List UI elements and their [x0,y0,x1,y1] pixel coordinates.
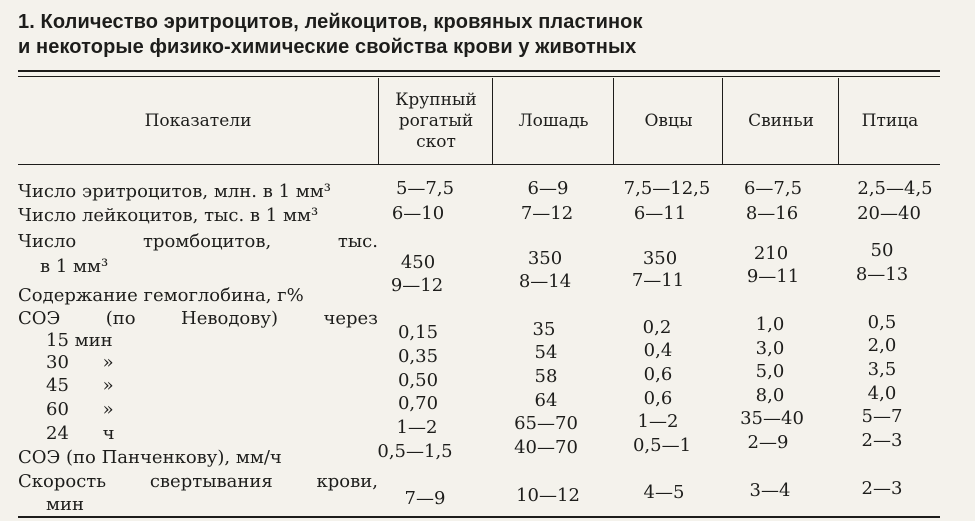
header-bird [840,78,940,164]
cell-thrombocytes-bird: 50 [870,240,894,261]
cell-esr-45-bird: 3,5 [867,359,897,380]
header-separator-3 [613,78,614,164]
cell-esr-24-cattle: 1—2 [396,417,438,438]
row-label-esr-nevodov [18,308,378,330]
cell-esr-60-cattle: 0,70 [397,393,439,414]
row-label-coagulation-word-1: Скорость [18,471,107,492]
cell-coagulation-sheep: 4—5 [643,482,685,503]
cell-esr-24-sheep: 1—2 [637,411,679,432]
cell-esr-60-pig: 8,0 [755,385,785,406]
row-label-esr-30-number: 30 [46,352,69,373]
cell-esr-15-cattle: 0,15 [397,322,439,343]
header-sheep-label: Овцы [644,110,693,131]
row-label-esr-45-number: 45 [46,375,69,396]
cell-esr-60-horse: 64 [534,390,558,411]
cell-esr-panchenkov-cattle: 0,5—1,5 [377,441,453,462]
cell-leukocytes-horse: 7—12 [520,203,574,224]
header-separator-2 [492,78,493,164]
row-label-esr-nevodov-word-4: через [323,308,378,329]
row-label-thrombocytes-word-2: тромбоцитов, [142,231,272,252]
cell-esr-panchenkov-pig: 2—9 [747,432,789,453]
row-label-esr-nevodov-word-2: (по [105,308,136,329]
cell-esr-30-horse: 54 [534,342,558,363]
header-horse-label: Лошадь [518,110,589,131]
cell-erythrocytes-pig: 6—7,5 [743,178,803,199]
row-label-esr-nevodov-word-3: Неводову) [181,308,279,329]
header-bird-label: Птица [861,110,919,131]
cell-thrombocytes-pig: 210 [753,243,789,264]
cell-esr-30-bird: 2,0 [867,335,897,356]
cell-esr-24-pig: 35—40 [740,408,804,429]
row-label-leukocytes: Число лейкоцитов, тыс. в 1 мм³ [18,205,319,226]
row-label-esr-45-ditto: » [102,375,114,396]
header-indicator-label: Показатели [144,110,252,131]
row-label-hemoglobin: Содержание гемоглобина, г% [18,285,304,306]
cell-coagulation-pig: 3—4 [749,480,791,501]
cell-hemoglobin-pig: 9—11 [746,266,800,287]
cell-esr-30-pig: 3,0 [755,338,785,359]
row-label-coagulation [18,471,378,493]
header-separator-4 [722,78,723,164]
cell-hemoglobin-bird: 8—13 [855,264,909,285]
row-label-thrombocytes-line-2: в 1 мм³ [40,256,109,277]
cell-esr-60-bird: 4,0 [867,383,897,404]
cell-esr-45-sheep: 0,6 [643,364,673,385]
row-label-esr-60-number: 60 [46,399,69,420]
row-label-thrombocytes [18,231,378,253]
row-label-thrombocytes-word-1: Число [18,231,77,252]
cell-esr-15-sheep: 0,2 [642,317,672,338]
row-label-coagulation-word-2: свертывания [149,471,273,492]
row-label-coagulation-line-2: мин [46,494,84,515]
header-cattle-line-3: скот [416,131,456,152]
header-cattle-line-2: рогатый [398,110,474,131]
row-label-esr-panchenkov: СОЭ (по Панченкову), мм/ч [18,447,282,468]
row-label-esr-60-ditto: » [102,399,114,420]
header-bottom-rule [18,164,940,165]
cell-esr-15-bird: 0,5 [867,312,897,333]
cell-erythrocytes-bird: 2,5—4,5 [857,178,933,199]
row-label-esr-15: 15 мин [46,330,113,351]
cell-erythrocytes-horse: 6—9 [527,178,569,199]
header-cattle-line-1: Крупный [395,89,477,110]
cell-thrombocytes-horse: 350 [527,248,563,269]
cell-esr-45-horse: 58 [534,366,558,387]
cell-esr-panchenkov-horse: 40—70 [514,437,578,458]
cell-esr-45-pig: 5,0 [755,361,785,382]
cell-esr-60-sheep: 0,6 [643,388,673,409]
cell-leukocytes-bird: 20—40 [857,203,921,224]
cell-esr-24-bird: 5—7 [861,406,903,427]
cell-erythrocytes-cattle: 5—7,5 [395,178,455,199]
header-horse [494,78,613,164]
header-sheep [615,78,722,164]
cell-hemoglobin-cattle: 9—12 [390,275,444,296]
header-pig-label: Свиньи [748,110,814,131]
row-label-esr-30-ditto: » [102,352,114,373]
header-separator-5 [838,78,839,164]
cell-hemoglobin-sheep: 7—11 [631,270,685,291]
cell-coagulation-cattle: 7—9 [404,488,446,509]
cell-esr-15-pig: 1,0 [755,314,785,335]
cell-coagulation-bird: 2—3 [861,478,903,499]
row-label-esr-30 [46,352,114,374]
cell-esr-panchenkov-sheep: 0,5—1 [632,435,692,456]
row-label-esr-nevodov-word-1: СОЭ [18,308,61,329]
cell-esr-30-cattle: 0,35 [397,346,439,367]
table-title [18,10,918,60]
header-pig [724,78,838,164]
header-cattle [380,78,492,164]
header-separator-1 [378,78,379,164]
row-label-esr-24 [46,423,115,445]
table-bottom-rule [18,516,940,518]
cell-thrombocytes-cattle: 450 [400,252,436,273]
table-title-line-2: и некоторые физико-химические свойства крови у животных [18,36,637,58]
cell-leukocytes-cattle: 6—10 [391,203,445,224]
cell-esr-45-cattle: 0,50 [397,370,439,391]
cell-esr-15-horse: 35 [532,319,556,340]
row-label-thrombocytes-word-3: тыс. [337,231,378,252]
header-top-rule [18,70,940,72]
header-indicator [18,78,378,164]
cell-coagulation-horse: 10—12 [516,485,580,506]
cell-hemoglobin-horse: 8—14 [518,271,572,292]
table-title-line-1: 1. Количество эритроцитов, лейкоцитов, кровяных пластинок [18,11,643,33]
cell-leukocytes-sheep: 6—11 [633,203,687,224]
row-label-erythrocytes: Число эритроцитов, млн. в 1 мм³ [18,181,331,202]
row-label-esr-45 [46,375,114,397]
cell-esr-24-horse: 65—70 [514,413,578,434]
cell-esr-30-sheep: 0,4 [643,340,673,361]
row-label-coagulation-word-3: крови, [316,471,378,492]
cell-thrombocytes-sheep: 350 [642,248,678,269]
row-label-esr-60 [46,399,114,421]
cell-erythrocytes-sheep: 7,5—12,5 [623,178,711,199]
row-label-esr-24-unit: ч [102,423,115,444]
row-label-esr-24-number: 24 [46,423,69,444]
cell-esr-panchenkov-bird: 2—3 [861,430,903,451]
header-middle-rule [18,76,940,77]
cell-leukocytes-pig: 8—16 [745,203,799,224]
